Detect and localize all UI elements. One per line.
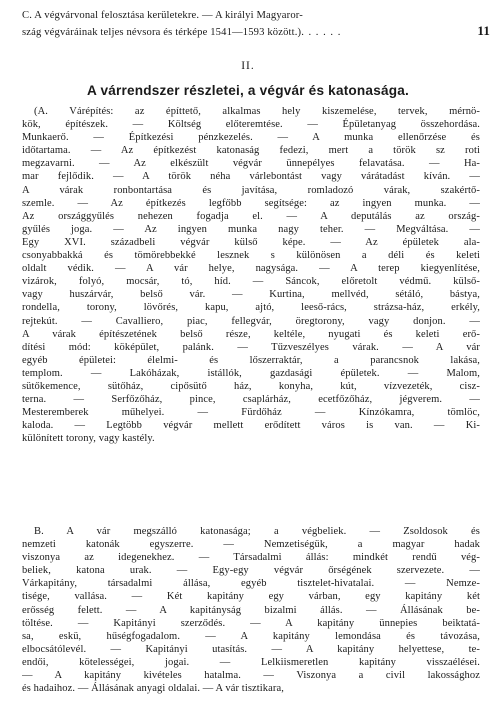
paragraph-a-line: Mesteremberek műhelyei. — Fürdőház — Kínzókamra, tömlöc,: [22, 407, 480, 419]
paragraph-a-line: különített torony, vagy kastély.: [22, 433, 155, 445]
paragraph-a-line: Munkaerő. — Építkezési pénzkezelés. — A munka ellenőrzése és: [22, 132, 480, 144]
toc-entry-line: C. A végvárvonal felosztása kerületekre. — A királyi Magyaror-: [22, 10, 303, 21]
toc-entry: [22, 8, 490, 40]
paragraph-a-line: oldalt védik. — A vár helye, nagysága. — A terep kiegyenlítése,: [22, 263, 480, 275]
paragraph-a-line: vagy huszárvár, belső vár. — Kurtina, mellvéd, sétáló, bástya,: [22, 289, 480, 301]
paragraph-a-line: terna. — Serfőzőház, pince, csaplárház, ecetfőzőház, jégverem. —: [22, 394, 480, 406]
paragraph-a-line: kaloda. — Legtöbb végvár mellett erődített város is van. — Ki-: [22, 420, 480, 432]
paragraph-b-line: tisége, vallása. — Két kapitány egy várban, egy kapitány két: [22, 591, 480, 603]
paragraph-a-line: vizárok, folyó, mocsár, tó, híd. — Sáncok, előretolt védmű. külső-: [22, 276, 480, 288]
toc-leader-dots: . . . . . .: [301, 27, 342, 38]
paragraph-a: [22, 105, 480, 445]
paragraph-a-line: csonyabbakká és tömörebbekké lesznek s különösen a déli és keleti: [22, 250, 480, 262]
toc-entry-line-with-page: [22, 23, 490, 40]
paragraph-a-line: A várak építészetének belső része, keltéle, nyugati és keleti erő-: [22, 328, 480, 340]
paragraph-a-line: A várak ronbontartása és javítása, romladozó várak, szakértő-: [22, 184, 480, 196]
paragraph-b-line: Várkapitány, társadalmi állása, egyéb tisztelet-hivatalai. — Nemze-: [22, 578, 480, 590]
paragraph-a-line: Az országgyűlés nehezen fogadja el. — A deputálás az ország-: [22, 210, 480, 222]
paragraph-b-line: B. A vár megszálló katonasága; a végbeliek. — Zsoldosok és: [34, 526, 480, 537]
paragraph-b-line: beliek, katona urak. — Egy-egy végvár őrségének szervezete. —: [22, 565, 480, 577]
paragraph-a-line: szemle. — Az építkezés legfőbb segítsége: az ingyen munka. —: [22, 197, 480, 209]
paragraph-b-line: — A kapitány kivételes hatalma. — Viszonya a civil lakossághoz: [22, 670, 480, 682]
paragraph-a-line: dítési mód: köképület, palánk. — Tűzveszélyes várak. — A vár: [22, 341, 480, 353]
paragraph-a-line: Egy XVI. századbeli végvár külső képe. — Az épületek ala-: [22, 236, 480, 248]
section-number: II.: [241, 60, 255, 72]
paragraph-a-line: egyéb épületei: élelmi- és lőszerraktár, a parancsnok lakása,: [22, 354, 480, 366]
paragraph-a-line: templom. — Lakóházak, istállók, gazdasági épületek. — Malom,: [22, 367, 480, 379]
paragraph-a-line: kök, építészek. — Költség előteremtése. — Épületanyag összehordása.: [22, 119, 480, 131]
paragraph-a-line: gyűlés joga. — Az ingyen munka nagy teher. — Megváltása. —: [22, 223, 480, 235]
paragraph-b-line: viszonya az idegenekhez. — Társadalmi állás: mindkét rendű vég-: [22, 552, 480, 564]
paragraph-b-line: elbocsátólevél. — Kapitányi utasítás. — A kapitány helyettese, te-: [22, 643, 480, 655]
paragraph-b: [22, 525, 480, 695]
paragraph-b-line: erősség felett. — A kapitányság bizalmi állás. — Állásának be-: [22, 604, 480, 616]
paragraph-b-line: töltése. — Kapitányi szerződés. — A kapitány ünnepies beiktatá-: [22, 617, 480, 629]
toc-page-number: 11: [477, 23, 490, 38]
paragraph-a-line: sütőkemence, sütőház, cipősütő ház, konyha, kút, vízvezeték, cisz-: [22, 380, 480, 392]
paragraph-b-line: endői, kötelességei, jogai. — Lelkiismeretlen kapitány visszaélései.: [22, 656, 480, 668]
paragraph-a-line: megzavarni. — Az elkészült végvár ünnepélyes felavatása. — Ha-: [22, 158, 480, 170]
section-title: A várrendszer részletei, a végvár és katonasága.: [87, 83, 409, 98]
paragraph-b-line: nemzeti katonák egyszerre. — Nemzetiségük, a magyar hadak: [22, 539, 480, 551]
paragraph-a-line: mar fejlődik. — A török néha várlebontást vagy várátadást kíván. —: [22, 171, 480, 183]
paragraph-a-line: rondella, torony, lövőrés, kapu, ajtó, leeső-rács, strázsa-ház, erkély,: [22, 302, 480, 314]
paragraph-b-line: sa, eskü, hűségfogadalom. — A kapitány lemondása és távozása,: [22, 630, 480, 642]
paragraph-a-line: rejtekút. — Cavalliero, piac, fellegvár, öregtorony, vagy donjon. —: [22, 315, 480, 327]
paragraph-a-line: időtartama. — Az építkezést katonaság fedezi, mert a török sz roti: [22, 145, 480, 157]
paragraph-a-line: (A. Várépítés: az építtető, alkalmas hely kiszemelése, tervek, mérnö-: [34, 106, 480, 117]
paragraph-b-line: és hadaihoz. — Állásának anyagi oldalai. — A vár tisztikara,: [22, 683, 285, 695]
toc-entry-line: szág végváráinak teljes névsora és térképe 1541—1593 között.): [22, 27, 302, 38]
